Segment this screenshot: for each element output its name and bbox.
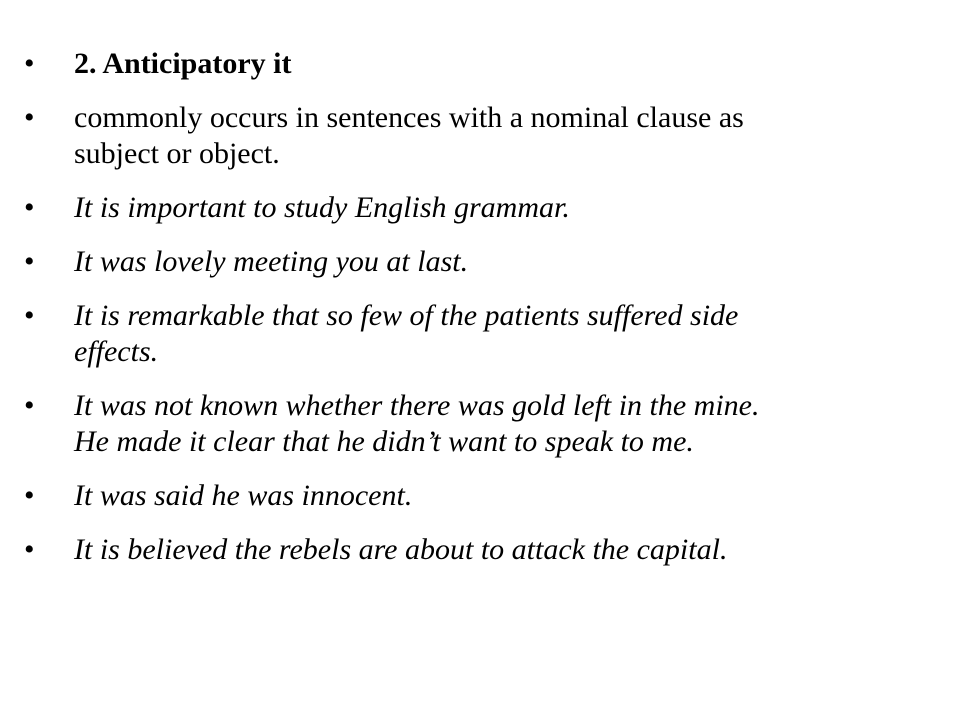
bullet-marker: • bbox=[24, 533, 35, 566]
example-text: It was said he was innocent. bbox=[74, 479, 413, 512]
bullet-example-1 bbox=[24, 190, 944, 226]
bullet-marker: • bbox=[24, 191, 35, 224]
definition-line-2: subject or object. bbox=[74, 137, 280, 170]
example-text-line-2: effects. bbox=[74, 335, 159, 368]
bullet-definition bbox=[24, 100, 944, 172]
example-text-line-1: It was not known whether there was gold left in the mine. bbox=[74, 389, 760, 422]
bullet-marker: • bbox=[24, 479, 35, 512]
example-text-line-2: He made it clear that he didn’t want to speak to me. bbox=[74, 425, 694, 458]
bullet-marker: • bbox=[24, 101, 35, 134]
bullet-example-5 bbox=[24, 478, 944, 514]
example-text: It is believed the rebels are about to attack the capital. bbox=[74, 533, 728, 566]
bullet-example-4 bbox=[24, 388, 944, 460]
example-text: It is important to study English grammar. bbox=[74, 191, 570, 224]
example-text: It was lovely meeting you at last. bbox=[74, 245, 469, 278]
bullet-list bbox=[24, 46, 944, 586]
bullet-marker: • bbox=[24, 299, 35, 332]
definition-line-1: commonly occurs in sentences with a nominal clause as bbox=[74, 101, 744, 134]
bullet-heading bbox=[24, 46, 944, 82]
bullet-marker: • bbox=[24, 47, 35, 80]
bullet-marker: • bbox=[24, 245, 35, 278]
bullet-example-6 bbox=[24, 532, 944, 568]
bullet-example-3 bbox=[24, 298, 944, 370]
heading-text: 2. Anticipatory it bbox=[74, 47, 292, 80]
bullet-marker: • bbox=[24, 389, 35, 422]
example-text-line-1: It is remarkable that so few of the patients suffered side bbox=[74, 299, 739, 332]
bullet-example-2 bbox=[24, 244, 944, 280]
